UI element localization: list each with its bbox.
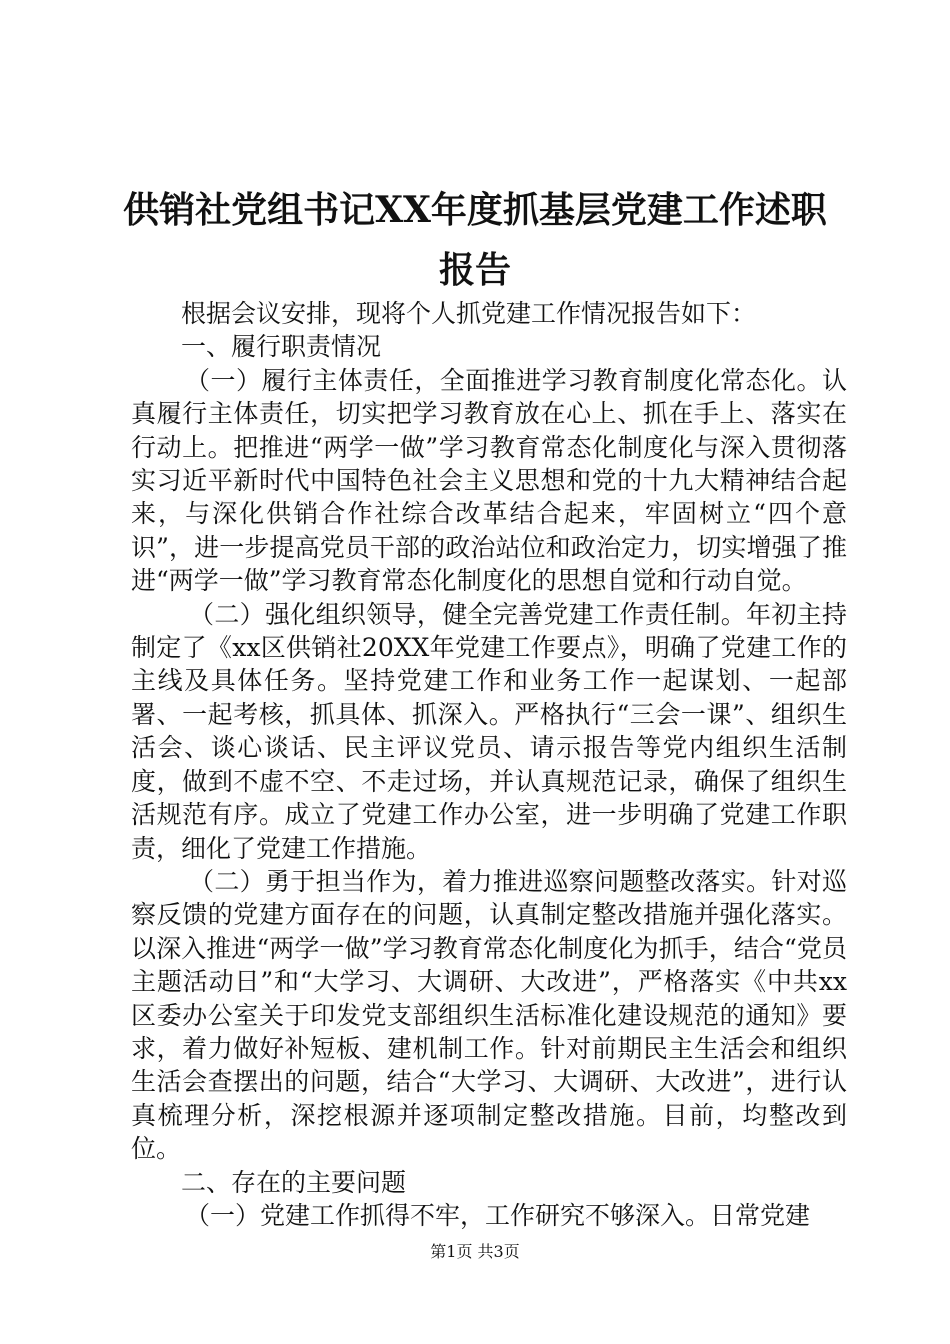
paragraph-1-2: （二）强化组织领导，健全完善党建工作责任制。年初主持制定了《xx区供销社20XX年党建工作要点》，明确了党建工作的主线及具体任务。坚持党建工作和业务工作一起谋划、一起部署、一起考核，抓具体、抓深入。严格执行“三会一课”、组织生活会、谈心谈话、民主评议党员、请示报告等党内组织生活制度，做到不虚不空、不走过场，并认真规范记录，确保了组织生活规范有序。成立了党建工作办公室，进一步明确了党建工作职责，细化了党建工作措施。 (131, 599, 847, 863)
paragraph-1-3: （二）勇于担当作为，着力推进巡察问题整改落实。针对巡察反馈的党建方面存在的问题，认真制定整改措施并强化落实。以深入推进“两学一做”学习教育常态化制度化为抓手，结合“党员主题活动日”和“大学习、大调研、大改进”，严格落实《中共xx区委办公室关于印发党支部组织生活标准化建设规范的通知》要求，着力做好补短板、建机制工作。针对前期民主生活会和组织生活会查摆出的问题，结合“大学习、大调研、大改进”，进行认真梳理分析，深挖根源并逐项制定整改措施。目前，均整改到位。 (131, 866, 847, 1164)
intro-paragraph: 根据会议安排，现将个人抓党建工作情况报告如下： (181, 299, 757, 328)
section-heading-2: 二、存在的主要问题 (181, 1167, 407, 1197)
page-footer: 第1页 共3页 (430, 1242, 520, 1261)
section-heading-1: 一、履行职责情况 (181, 332, 382, 362)
document-title-line-1: 供销社党组书记XX年度抓基层党建工作述职 (123, 189, 827, 231)
document-body (131, 297, 847, 1232)
paragraph-2-1: （一）党建工作抓得不牢，工作研究不够深入。日常党建 (185, 1200, 811, 1230)
document-title-line-2: 报告 (438, 249, 511, 291)
paragraph-1-1: （一）履行主体责任，全面推进学习教育制度化常态化。认真履行主体责任，切实把学习教育放在心上、抓在手上、落实在行动上。把推进“两学一做”学习教育常态化制度化与深入贯彻落实习近平新时代中国特色社会主义思想和党的十九大精神结合起来，与深化供销合作社综合改革结合起来，牢固树立“四个意识”，进一步提高党员干部的政治站位和政治定力，切实增强了推进“两学一做”学习教育常态化制度化的思想自觉和行动自觉。 (131, 365, 847, 596)
